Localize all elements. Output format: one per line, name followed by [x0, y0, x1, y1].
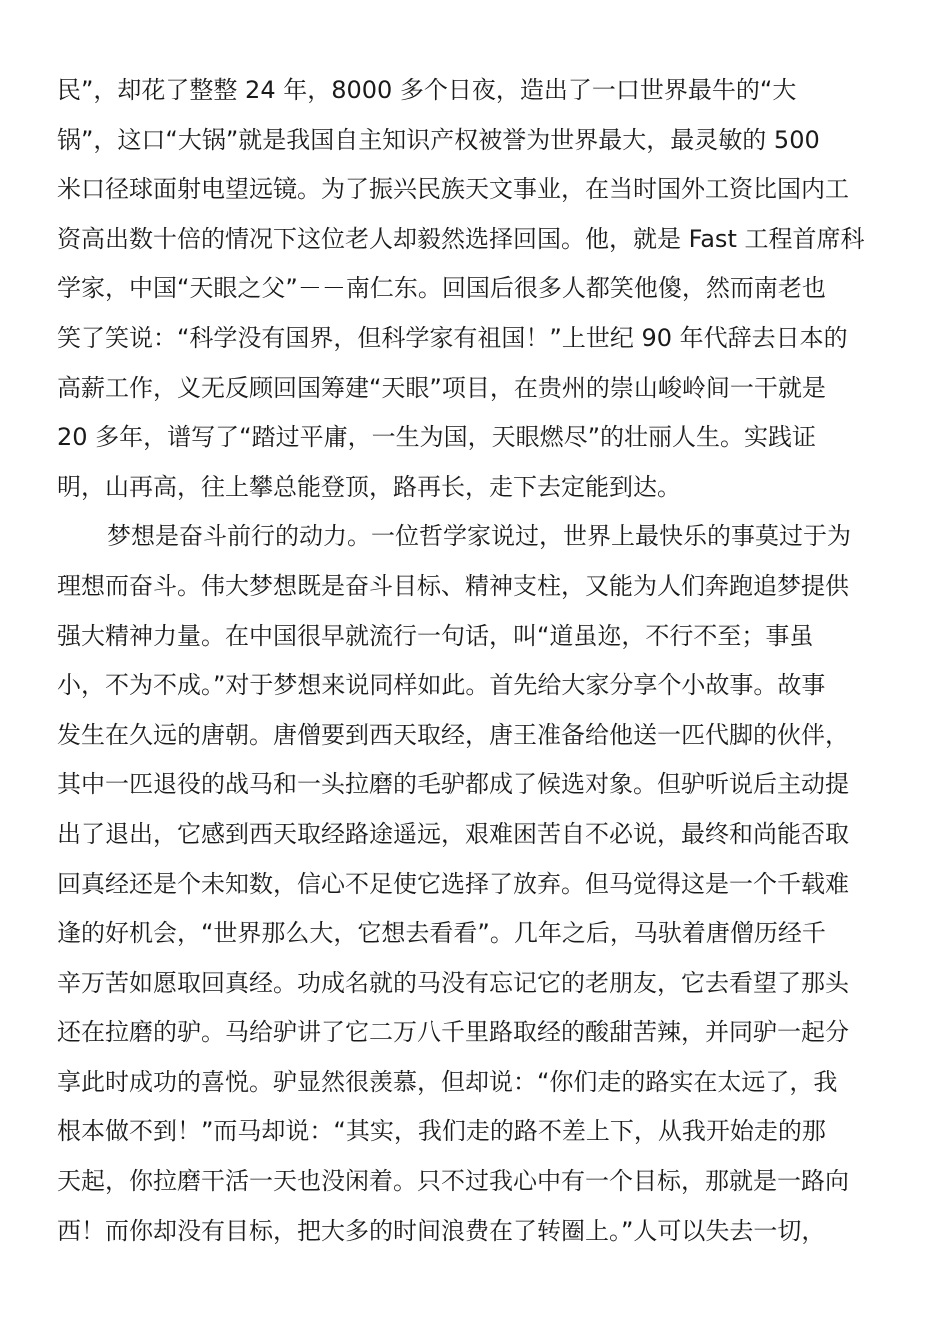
text-line: 逢的好机会，“世界那么大，它想去看看”。几年之后，马驮着唐僧历经千 [57, 919, 826, 948]
text-line: 米口径球面射电望远镜。为了振兴民族天文事业，在当时国外工资比国内工 [57, 175, 849, 204]
paragraph-dream [57, 512, 893, 1256]
text-line: 回真经还是个未知数，信心不足使它选择了放弃。但马觉得这是一个千载难 [57, 869, 849, 898]
text-line: 学家，中国“天眼之父”－－南仁东。回国后很多人都笑他傻，然而南老也 [57, 274, 826, 303]
text-line: 资高出数十倍的情况下这位老人却毅然选择回国。他，就是 Fast 工程首席科 [57, 224, 865, 253]
text-line: 小，不为不成。”对于梦想来说同样如此。首先给大家分享个小故事。故事 [57, 671, 826, 700]
text-line: 还在拉磨的驴。马给驴讲了它二万八千里路取经的酸甜苦辣，并同驴一起分 [57, 1018, 849, 1047]
text-line: 天起，你拉磨干活一天也没闲着。只不过我心中有一个目标，那就是一路向 [57, 1167, 849, 1196]
text-line: 梦想是奋斗前行的动力。一位哲学家说过，世界上最快乐的事莫过于为 [107, 522, 851, 551]
text-line: 明，山再高，往上攀总能登顶，路再长，走下去定能到达。 [57, 472, 681, 501]
text-line: 锅”，这口“大锅”就是我国自主知识产权被誉为世界最大，最灵敏的 500 [57, 125, 820, 154]
text-line: 强大精神力量。在中国很早就流行一句话，叫“道虽迩，不行不至；事虽 [57, 621, 814, 650]
text-line: 民”，却花了整整 24 年，8000 多个日夜，造出了一口世界最牛的“大 [57, 76, 797, 104]
text-line: 辛万苦如愿取回真经。功成名就的马没有忘记它的老朋友，它去看望了那头 [57, 968, 849, 997]
text-line: 西！而你却没有目标，把大多的时间浪费在了转圈上。”人可以失去一切， [57, 1216, 826, 1245]
text-line: 其中一匹退役的战马和一头拉磨的毛驴都成了候选对象。但驴听说后主动提 [57, 770, 849, 799]
text-line: 根本做不到！”而马却说：“其实，我们走的路不差上下，从我开始走的那 [57, 1117, 826, 1146]
text-line: 高薪工作，义无反顾回国筹建“天眼”项目，在贵州的崇山峻岭间一干就是 [57, 373, 826, 402]
text-line: 20 多年，谱写了“踏过平庸，一生为国，天眼燃尽”的壮丽人生。实践证 [57, 423, 817, 452]
text-line: 发生在久远的唐朝。唐僧要到西天取经，唐王准备给他送一匹代脚的伙伴， [57, 720, 849, 749]
body-text [57, 66, 893, 1256]
text-line: 理想而奋斗。伟大梦想既是奋斗目标、精神支柱，又能为人们奔跑追梦提供 [57, 571, 849, 600]
text-line: 笑了笑说：“科学没有国界，但科学家有祖国！”上世纪 90 年代辞去日本的 [57, 323, 848, 352]
text-line: 享此时成功的喜悦。驴显然很羡慕，但却说：“你们走的路实在太远了，我 [57, 1067, 838, 1096]
paragraph-tianyan [57, 66, 893, 512]
text-line: 出了退出，它感到西天取经路途遥远，艰难困苦自不必说，最终和尚能否取 [57, 819, 849, 848]
